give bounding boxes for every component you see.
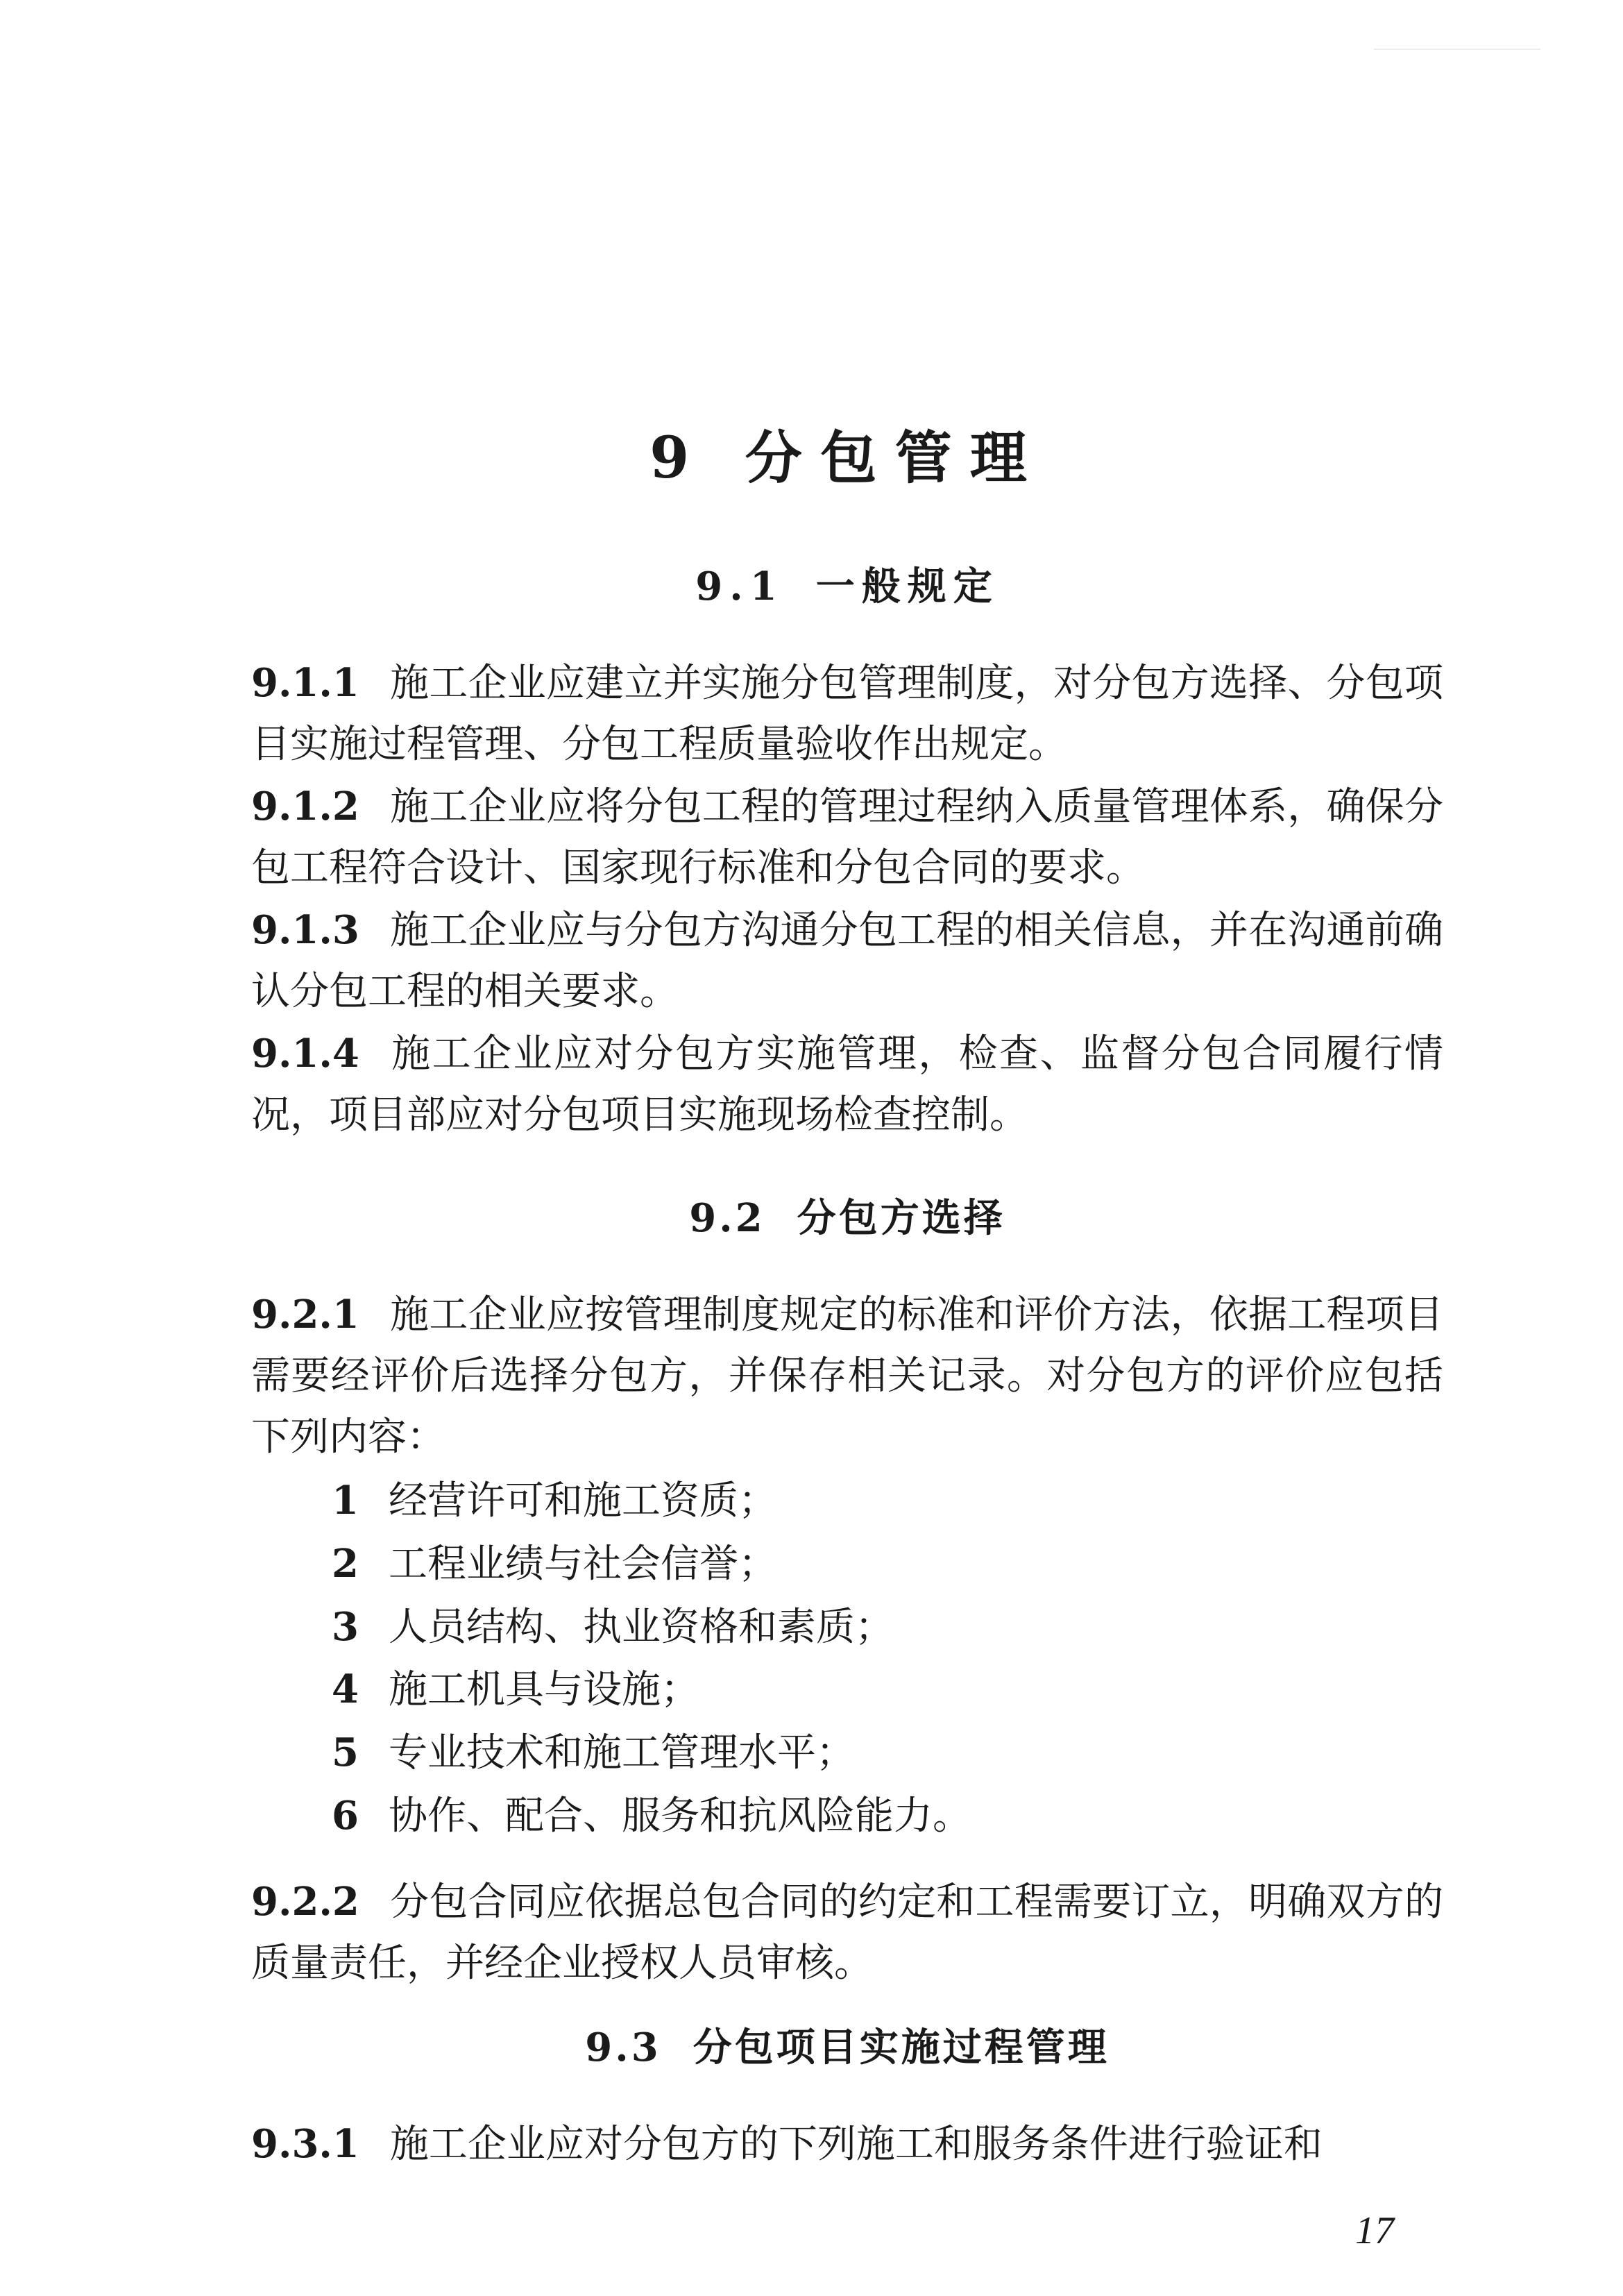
list-item-number: 6: [332, 1793, 359, 1839]
clause-text: 施工企业应建立并实施分包管理制度，对分包方选择、分包项目实施过程管理、分包工程质量验收作出规定。: [251, 661, 1443, 767]
clause-9-1-3: [251, 900, 1443, 1022]
clause-text: 施工企业应按管理制度规定的标准和评价方法，依据工程项目需要经评价后选择分包方，并保存相关记录。对分包方的评价应包括下列内容：: [251, 1292, 1443, 1460]
list-item: [332, 1596, 1442, 1658]
list-item-text: 专业技术和施工管理水平；: [389, 1730, 855, 1775]
chapter-number: 9: [649, 425, 708, 491]
section-number: 9.1: [695, 564, 784, 609]
list-item-number: 4: [332, 1666, 359, 1712]
list-item: [332, 1659, 1442, 1721]
section-number: 9.3: [585, 2025, 661, 2070]
list-item: [332, 1785, 1442, 1847]
clause-number: 9.1.1: [251, 660, 359, 706]
clause-text: 分包合同应依据总包合同的约定和工程需要订立，明确双方的质量责任，并经企业授权人员审核。: [251, 1880, 1443, 1986]
list-item-text: 协作、配合、服务和抗风险能力。: [389, 1793, 971, 1839]
clause-number: 9.1.3: [251, 907, 359, 953]
list-item-number: 3: [332, 1604, 359, 1650]
section-title-9-2: [251, 1194, 1443, 1242]
chapter-name: 分包管理: [745, 425, 1045, 491]
clause-9-1-4: [251, 1023, 1443, 1146]
list-item-text: 施工机具与设施；: [389, 1667, 699, 1712]
clause-number: 9.1.2: [251, 784, 359, 829]
section-name: 分包方选择: [797, 1195, 1005, 1241]
clause-9-3-1: [251, 2113, 1443, 2175]
list-item-number: 1: [332, 1478, 359, 1523]
section-name: 分包项目实施过程管理: [692, 2025, 1110, 2070]
clause-9-2-1: [251, 1284, 1443, 1468]
clause-9-1-1: [251, 652, 1443, 775]
clause-9-1-2: [251, 776, 1443, 899]
clause-text: 施工企业应与分包方沟通分包工程的相关信息，并在沟通前确认分包工程的相关要求。: [251, 908, 1443, 1014]
section-title-9-1: [251, 562, 1443, 611]
scan-artifact-line: [1374, 49, 1540, 50]
chapter-title: [251, 423, 1443, 493]
list-item-number: 2: [332, 1541, 359, 1587]
page-number: 17: [1355, 2209, 1394, 2252]
section-number: 9.2: [689, 1195, 765, 1241]
section-title-9-3: [251, 2023, 1443, 2072]
clause-number: 9.1.4: [251, 1031, 359, 1077]
section-name: 一般规定: [815, 564, 999, 609]
clause-9-2-2: [251, 1871, 1443, 1994]
list-item: [332, 1533, 1442, 1595]
list-item-text: 人员结构、执业资格和素质；: [389, 1605, 894, 1650]
clause-text: 施工企业应对分包方实施管理，检查、监督分包合同履行情况，项目部应对分包项目实施现场检查控制。: [251, 1031, 1443, 1138]
clause-number: 9.3.1: [251, 2121, 359, 2167]
list-item-text: 工程业绩与社会信誉；: [389, 1542, 777, 1587]
clause-text: 施工企业应将分包工程的管理过程纳入质量管理体系，确保分包工程符合设计、国家现行标准和分包合同的要求。: [251, 784, 1443, 890]
list-item: [332, 1470, 1442, 1532]
list-item: [332, 1722, 1442, 1784]
clause-text: 施工企业应对分包方的下列施工和服务条件进行验证和: [389, 2122, 1323, 2167]
clause-number: 9.2.1: [251, 1292, 359, 1337]
clause-number: 9.2.2: [251, 1879, 359, 1925]
list-item-text: 经营许可和施工资质；: [389, 1478, 777, 1523]
list-item-number: 5: [332, 1730, 359, 1775]
